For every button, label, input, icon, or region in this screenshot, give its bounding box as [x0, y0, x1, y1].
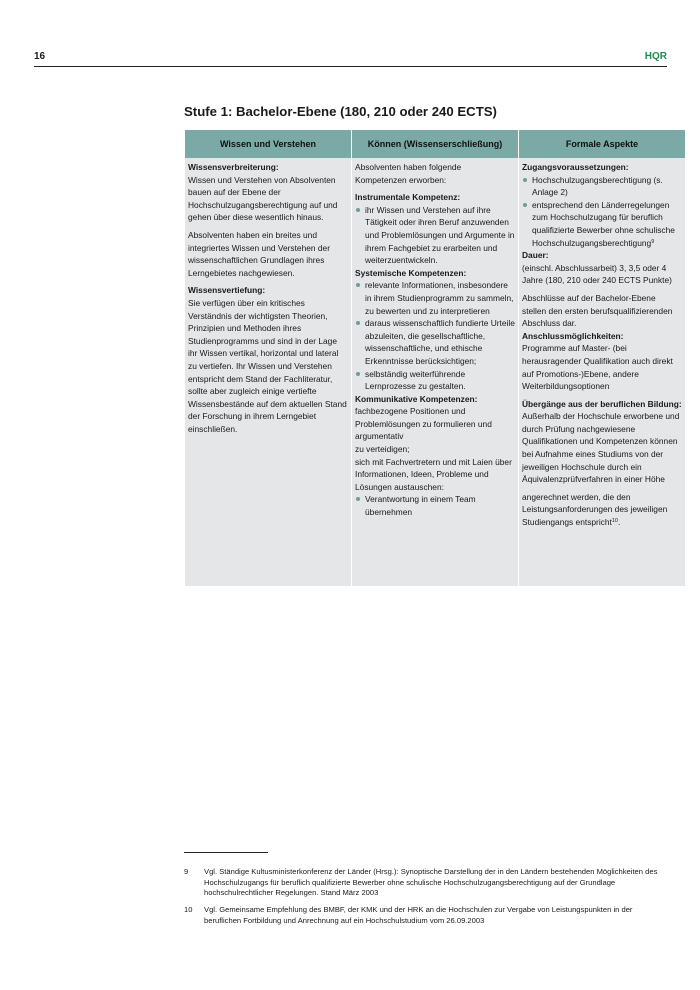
heading-dauer: Dauer: — [522, 250, 549, 261]
list-item: Hochschulzugangsberechtigung (s. Anlage 2) — [522, 174, 682, 199]
footnote-ref-9: 9 — [651, 238, 655, 245]
text-paragraph: Programme auf Master- (bei herausragender Qualifikation auch direkt auf Promotions-)Ebene, andere Weiterbildungsoptionen — [522, 343, 673, 392]
footnote-ref-10: 10 — [611, 518, 618, 525]
column-header-wissen: Wissen und Verstehen — [185, 130, 351, 158]
bullet-list — [355, 279, 515, 392]
heading-anschlussmoeglichkeiten: Anschlussmöglichkeiten: — [522, 330, 624, 341]
heading-instrumentale-kompetenz: Instrumentale Kompetenz: — [355, 192, 461, 203]
text-paragraph: Wissen und Verstehen von Absolventen bauen auf der Ebene der Hochschulzugangsberechtigung auf und gehen über diese wesentlich hinaus. — [188, 174, 338, 223]
text-paragraph — [522, 491, 682, 529]
bullet-list — [522, 174, 682, 250]
running-title: HQR — [644, 51, 667, 62]
qualification-table — [184, 130, 686, 586]
list-item: relevante Informationen, insbesondere in ihrem Studienprogramm zu sammeln, zu bewerten und zu interpretieren — [355, 279, 515, 317]
page-number: 16 — [34, 51, 46, 62]
footnote-10 — [184, 905, 667, 926]
text-paragraph: sich mit Fachvertretern und mit Laien über Informationen, Ideen, Probleme und Lösungen austauschen: — [355, 456, 512, 492]
column-header-koennen: Können (Wissenserschließung) — [352, 130, 518, 158]
heading-wissensvertiefung: Wissensvertiefung: — [188, 285, 266, 296]
text-paragraph: Absolventen haben ein breites und integriertes Wissen und Verstehen der wissenschaftlichen Grundlagen ihres Lerngebietes nachgewiesen. — [188, 229, 330, 278]
text-paragraph: zu verteidigen; — [355, 444, 410, 455]
heading-zugangsvoraussetzungen: Zugangsvoraussetzungen: — [522, 162, 629, 172]
list-item: selbständig weiterführende Lernprozesse zu gestalten. — [355, 368, 515, 393]
list-item: daraus wissenschaftlich fundierte Urteile abzuleiten, die gesellschaftliche, wissenschaftliche, und ethische Erkenntnisse berücksichtigen; — [355, 317, 515, 367]
cell-wissen — [185, 158, 351, 586]
column-header-formale-aspekte: Formale Aspekte — [519, 130, 685, 158]
page-header — [34, 50, 667, 67]
bullet-list — [355, 204, 515, 267]
list-item: ihr Wissen und Verstehen auf ihre Tätigkeit oder ihren Beruf anzuwenden und Problemlösungen und Argumente in ihrem Fachgebiet zu erarbeiten und weiterzuentwickeln. — [355, 204, 515, 267]
footnote-text: Vgl. Gemeinsame Empfehlung des BMBF, der KMK und der HRK an die Hochschulen zur Vergabe von Leistungspunkten in der beruflichen Fortbildung und Anrechnung auf ein Hochschulstudium vom 26.09.2003 — [204, 905, 633, 925]
list-item: Verantwortung in einem Team übernehmen — [355, 493, 515, 518]
list-item — [522, 199, 682, 249]
bullet-list — [355, 493, 515, 518]
text-paragraph: fachbezogene Positionen und Problemlösungen zu formulieren und argumentativ — [355, 406, 492, 442]
footnote-number: 9 — [184, 867, 189, 876]
footnote-text: Vgl. Ständige Kultusministerkonferenz der Länder (Hrsg.): Synoptische Darstellung der in den Ländern bestehenden Möglichkeiten des Hochschulzugangs für beruflich qualifizierte Bewerber ohne schulische Hochschulzugangsberechtigung auf der Grundlage hochschulrechtlicher Regelungen. Stand März 2003 — [204, 867, 658, 898]
text-paragraph: Sie verfügen über ein kritisches Verständnis der wichtigsten Theorien, Prinzipien und Methoden ihres Studienprogramms und sind in der Lage ihr Wissen vertikal, horizontal und lateral zu vertiefen. Ihr Wissen und Verstehen entspricht dem Stand der Fachliteratur, sollte aber zugleich einige vertiefte Wissensbestände auf dem aktuellen Stand der Forschung in ihrem Lerngebiet einschließen. — [188, 297, 347, 434]
footnote-9 — [184, 867, 667, 899]
heading-systemische-kompetenzen: Systemische Kompetenzen: — [355, 267, 467, 278]
text-paragraph: Außerhalb der Hochschule erworbene und durch Prüfung nachgewiesene Qualifikationen und Kompetenzen können bei Aufnahme eines Studiums von der jeweiligen Hochschule durch ein Äquivalenzprüfverfahren in einer Höhe — [522, 411, 680, 485]
text-paragraph: (einschl. Abschlussarbeit) 3, 3,5 oder 4 Jahre (180, 210 oder 240 ECTS Punkte) — [522, 262, 672, 286]
heading-wissensverbreiterung: Wissensverbreiterung: — [188, 162, 279, 172]
text-paragraph: Abschlüsse auf der Bachelor-Ebene stellen den ersten berufsqualifizierenden Abschluss dar. — [522, 292, 673, 329]
text-paragraph: Absolventen haben folgende Kompetenzen erworben: — [355, 162, 462, 185]
text-span: . — [618, 517, 621, 528]
heading-uebergaenge: Übergänge aus der beruflichen Bildung: — [522, 398, 682, 409]
footnote-rule — [184, 852, 268, 853]
cell-formale-aspekte — [519, 158, 685, 586]
footnote-number: 10 — [184, 905, 193, 914]
section-title: Stufe 1: Bachelor-Ebene (180, 210 oder 240 ECTS) — [184, 104, 497, 119]
text-span: angerechnet werden, die den Leistungsanforderungen des jeweiligen Studiengangs entspricht — [522, 491, 668, 528]
list-item-text: entsprechend den Länderregelungen zum Hochschulzugang für beruflich qualifizierte Bewerber ohne schulische Hochschulzugangsberechtigung — [532, 199, 675, 248]
heading-kommunikative-kompetenzen: Kommunikative Kompetenzen: — [355, 393, 478, 404]
cell-koennen — [352, 158, 518, 586]
